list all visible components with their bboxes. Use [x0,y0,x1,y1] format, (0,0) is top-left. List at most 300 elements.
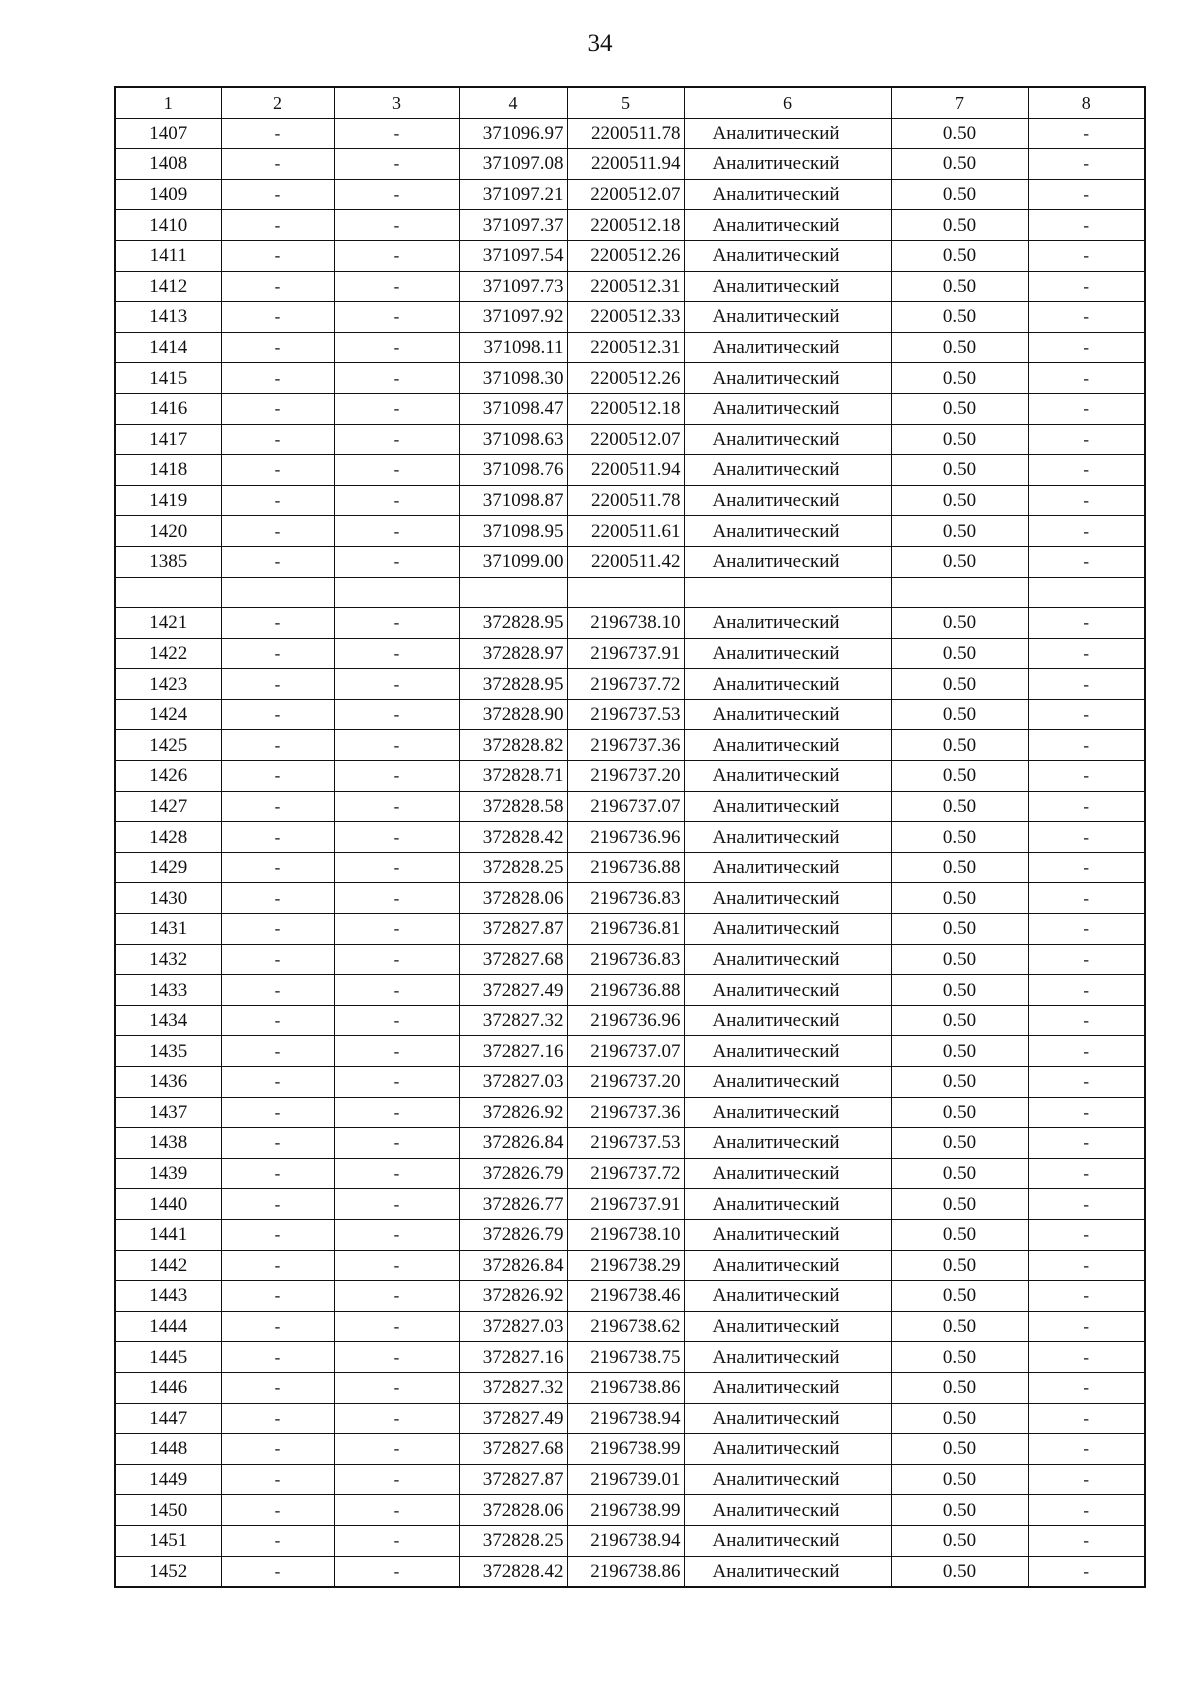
cell-method: Аналитический [684,1005,891,1036]
cell-col-2: - [221,1158,334,1189]
cell-coord-x: 372827.49 [459,975,567,1006]
cell-method: Аналитический [684,149,891,180]
cell-point-number: 1441 [115,1219,221,1250]
cell-col-8: - [1028,883,1145,914]
table-row [115,363,1145,394]
cell-coord-y: 2196737.36 [567,1097,684,1128]
cell-col-2: - [221,363,334,394]
cell-col-2: - [221,1067,334,1098]
cell-accuracy: 0.50 [891,1189,1028,1220]
table-row [115,118,1145,149]
cell-coord-y [567,577,684,608]
table-row [115,852,1145,883]
cell-coord-y: 2196738.62 [567,1311,684,1342]
cell-point-number: 1419 [115,485,221,516]
cell-col-8: - [1028,1219,1145,1250]
cell-col-2: - [221,210,334,241]
cell-col-3: - [334,1464,459,1495]
cell-col-2: - [221,638,334,669]
cell-col-8: - [1028,1556,1145,1587]
table-row [115,332,1145,363]
table-row [115,1311,1145,1342]
cell-col-3: - [334,699,459,730]
cell-coord-x: 372828.71 [459,761,567,792]
cell-accuracy: 0.50 [891,1311,1028,1342]
cell-col-8: - [1028,546,1145,577]
cell-coord-y: 2196736.88 [567,975,684,1006]
table-row [115,914,1145,945]
table-row [115,669,1145,700]
coordinates-table [114,86,1146,1588]
table-row [115,791,1145,822]
cell-method: Аналитический [684,210,891,241]
cell-accuracy: 0.50 [891,699,1028,730]
cell-coord-x: 372828.95 [459,608,567,639]
cell-point-number: 1426 [115,761,221,792]
cell-coord-x: 372826.77 [459,1189,567,1220]
cell-col-2: - [221,608,334,639]
table-row [115,210,1145,241]
cell-accuracy: 0.50 [891,669,1028,700]
cell-coord-y: 2200512.33 [567,302,684,333]
cell-col-8: - [1028,1067,1145,1098]
cell-coord-y: 2196737.72 [567,669,684,700]
cell-point-number: 1436 [115,1067,221,1098]
cell-col-2: - [221,1281,334,1312]
cell-col-2: - [221,1128,334,1159]
cell-coord-y: 2196736.96 [567,822,684,853]
cell-coord-x: 371097.21 [459,179,567,210]
cell-coord-y: 2200512.31 [567,332,684,363]
cell-col-8: - [1028,791,1145,822]
cell-accuracy: 0.50 [891,1158,1028,1189]
cell-coord-x: 371098.30 [459,363,567,394]
cell-coord-x: 372826.92 [459,1281,567,1312]
cell-point-number: 1413 [115,302,221,333]
table-row [115,883,1145,914]
cell-point-number: 1427 [115,791,221,822]
table-row [115,485,1145,516]
cell-method: Аналитический [684,1525,891,1556]
cell-method: Аналитический [684,516,891,547]
cell-method: Аналитический [684,1067,891,1098]
cell-col-3: - [334,179,459,210]
cell-method: Аналитический [684,1311,891,1342]
cell-coord-x: 372827.87 [459,1464,567,1495]
cell-col-8: - [1028,363,1145,394]
cell-col-2: - [221,302,334,333]
cell-accuracy: 0.50 [891,975,1028,1006]
cell-coord-y: 2200512.07 [567,179,684,210]
cell-accuracy: 0.50 [891,1525,1028,1556]
cell-method: Аналитический [684,1219,891,1250]
cell-method: Аналитический [684,699,891,730]
cell-coord-x: 372827.03 [459,1311,567,1342]
cell-coord-y: 2196737.72 [567,1158,684,1189]
cell-col-2: - [221,975,334,1006]
cell-method: Аналитический [684,883,891,914]
cell-coord-x: 372828.06 [459,883,567,914]
column-header-2: 2 [221,87,334,118]
cell-col-3: - [334,332,459,363]
cell-coord-x: 372827.32 [459,1005,567,1036]
cell-method: Аналитический [684,393,891,424]
cell-col-2: - [221,761,334,792]
cell-point-number: 1428 [115,822,221,853]
cell-method: Аналитический [684,179,891,210]
cell-coord-y: 2200512.26 [567,363,684,394]
cell-col-8: - [1028,1525,1145,1556]
cell-col-3: - [334,363,459,394]
cell-method: Аналитический [684,271,891,302]
cell-coord-x: 372826.84 [459,1128,567,1159]
cell-coord-y: 2200512.18 [567,210,684,241]
cell-coord-x [459,577,567,608]
cell-coord-y: 2200511.94 [567,149,684,180]
cell-coord-x: 372826.92 [459,1097,567,1128]
cell-col-2: - [221,730,334,761]
cell-coord-y: 2196739.01 [567,1464,684,1495]
cell-point-number: 1408 [115,149,221,180]
cell-col-8: - [1028,516,1145,547]
cell-accuracy: 0.50 [891,638,1028,669]
cell-point-number: 1439 [115,1158,221,1189]
cell-method: Аналитический [684,730,891,761]
cell-coord-y: 2196736.81 [567,914,684,945]
cell-point-number: 1424 [115,699,221,730]
cell-coord-y: 2196737.53 [567,1128,684,1159]
cell-point-number: 1418 [115,455,221,486]
column-header-5: 5 [567,87,684,118]
cell-accuracy: 0.50 [891,1281,1028,1312]
cell-col-8: - [1028,914,1145,945]
cell-accuracy: 0.50 [891,1036,1028,1067]
cell-coord-x: 371096.97 [459,118,567,149]
cell-col-3: - [334,1403,459,1434]
cell-point-number: 1425 [115,730,221,761]
cell-point-number: 1423 [115,669,221,700]
cell-col-8: - [1028,302,1145,333]
table-body [115,87,1145,1587]
cell-method: Аналитический [684,1128,891,1159]
table-row [115,546,1145,577]
cell-col-2: - [221,699,334,730]
cell-col-2: - [221,179,334,210]
cell-accuracy: 0.50 [891,1250,1028,1281]
cell-coord-x: 372828.90 [459,699,567,730]
cell-col-2: - [221,546,334,577]
cell-accuracy: 0.50 [891,822,1028,853]
cell-coord-x: 372827.68 [459,1434,567,1465]
cell-col-8: - [1028,1189,1145,1220]
cell-method: Аналитический [684,822,891,853]
cell-method: Аналитический [684,1250,891,1281]
cell-point-number: 1435 [115,1036,221,1067]
cell-col-3: - [334,546,459,577]
cell-coord-y: 2196736.88 [567,852,684,883]
table-row [115,1342,1145,1373]
cell-coord-x: 372826.79 [459,1219,567,1250]
cell-method: Аналитический [684,944,891,975]
cell-col-2: - [221,1036,334,1067]
cell-accuracy: 0.50 [891,1372,1028,1403]
cell-point-number: 1452 [115,1556,221,1587]
cell-coord-y: 2196737.20 [567,1067,684,1098]
cell-method: Аналитический [684,332,891,363]
cell-col-8: - [1028,332,1145,363]
cell-col-8: - [1028,179,1145,210]
cell-col-8: - [1028,240,1145,271]
cell-col-2: - [221,149,334,180]
cell-col-3: - [334,149,459,180]
cell-col-3 [334,577,459,608]
cell-accuracy: 0.50 [891,118,1028,149]
cell-coord-x: 372826.79 [459,1158,567,1189]
cell-col-8: - [1028,761,1145,792]
cell-col-2: - [221,455,334,486]
cell-coord-x: 372828.95 [459,669,567,700]
cell-point-number: 1385 [115,546,221,577]
cell-col-2: - [221,485,334,516]
table-row [115,455,1145,486]
cell-col-8: - [1028,1495,1145,1526]
cell-accuracy: 0.50 [891,1403,1028,1434]
cell-col-2: - [221,1434,334,1465]
cell-col-2: - [221,822,334,853]
cell-method: Аналитический [684,852,891,883]
cell-point-number: 1429 [115,852,221,883]
table-row [115,1158,1145,1189]
table-row [115,1128,1145,1159]
cell-point-number: 1420 [115,516,221,547]
cell-col-2: - [221,1525,334,1556]
table-row [115,1250,1145,1281]
cell-method: Аналитический [684,1281,891,1312]
cell-coord-y: 2196737.91 [567,638,684,669]
cell-accuracy: 0.50 [891,179,1028,210]
cell-coord-x: 372828.97 [459,638,567,669]
cell-method: Аналитический [684,1556,891,1587]
cell-col-3: - [334,1434,459,1465]
cell-accuracy: 0.50 [891,730,1028,761]
cell-col-8: - [1028,455,1145,486]
cell-accuracy: 0.50 [891,210,1028,241]
cell-method: Аналитический [684,1464,891,1495]
cell-method: Аналитический [684,975,891,1006]
cell-col-3: - [334,1097,459,1128]
cell-coord-y: 2196738.10 [567,608,684,639]
cell-accuracy: 0.50 [891,393,1028,424]
cell-col-3: - [334,393,459,424]
cell-method: Аналитический [684,485,891,516]
table-row [115,1219,1145,1250]
cell-col-3: - [334,118,459,149]
cell-coord-x: 372827.49 [459,1403,567,1434]
cell-method: Аналитический [684,1097,891,1128]
cell-coord-y: 2196737.20 [567,761,684,792]
table-row [115,149,1145,180]
cell-col-3: - [334,455,459,486]
cell-point-number: 1410 [115,210,221,241]
cell-col-8: - [1028,393,1145,424]
cell-col-2: - [221,1556,334,1587]
cell-col-8: - [1028,424,1145,455]
cell-col-2: - [221,1372,334,1403]
cell-col-2: - [221,883,334,914]
cell-coord-x: 372828.58 [459,791,567,822]
cell-coord-y: 2196738.46 [567,1281,684,1312]
cell-coord-y: 2196737.53 [567,699,684,730]
cell-method: Аналитический [684,1189,891,1220]
cell-coord-y: 2196738.10 [567,1219,684,1250]
table-row [115,179,1145,210]
cell-col-2: - [221,791,334,822]
cell-col-3: - [334,669,459,700]
cell-point-number: 1451 [115,1525,221,1556]
cell-coord-x: 372827.68 [459,944,567,975]
cell-point-number: 1446 [115,1372,221,1403]
cell-point-number: 1407 [115,118,221,149]
cell-col-8: - [1028,975,1145,1006]
cell-col-3: - [334,1525,459,1556]
table-row [115,1556,1145,1587]
cell-accuracy: 0.50 [891,791,1028,822]
cell-method: Аналитический [684,1158,891,1189]
cell-point-number: 1421 [115,608,221,639]
table-row [115,240,1145,271]
cell-accuracy: 0.50 [891,455,1028,486]
cell-col-2: - [221,1219,334,1250]
cell-coord-x: 372828.25 [459,1525,567,1556]
table-row [115,1067,1145,1098]
cell-col-8: - [1028,1005,1145,1036]
table-header-row [115,87,1145,118]
cell-coord-x: 371097.92 [459,302,567,333]
cell-method: Аналитический [684,455,891,486]
cell-coord-y: 2196737.36 [567,730,684,761]
cell-accuracy: 0.50 [891,302,1028,333]
cell-col-3: - [334,852,459,883]
cell-point-number: 1411 [115,240,221,271]
cell-coord-x: 372827.16 [459,1342,567,1373]
cell-accuracy: 0.50 [891,271,1028,302]
cell-col-3: - [334,485,459,516]
cell-col-3: - [334,1311,459,1342]
cell-method [684,577,891,608]
column-header-7: 7 [891,87,1028,118]
cell-method: Аналитический [684,1036,891,1067]
cell-col-8: - [1028,210,1145,241]
cell-coord-y: 2200511.78 [567,118,684,149]
cell-coord-x: 372828.42 [459,1556,567,1587]
cell-col-3: - [334,608,459,639]
table-row [115,1097,1145,1128]
cell-col-8: - [1028,1036,1145,1067]
cell-point-number: 1416 [115,393,221,424]
cell-coord-y: 2200512.18 [567,393,684,424]
cell-col-8: - [1028,149,1145,180]
column-header-4: 4 [459,87,567,118]
table-row [115,516,1145,547]
cell-col-8: - [1028,118,1145,149]
cell-col-3: - [334,914,459,945]
cell-col-2: - [221,669,334,700]
cell-point-number: 1438 [115,1128,221,1159]
cell-col-2: - [221,1097,334,1128]
cell-point-number: 1437 [115,1097,221,1128]
cell-coord-y: 2196736.83 [567,883,684,914]
cell-accuracy: 0.50 [891,485,1028,516]
table-row [115,577,1145,608]
page-number: 34 [587,30,613,57]
cell-coord-y: 2196736.83 [567,944,684,975]
cell-point-number: 1417 [115,424,221,455]
cell-col-3: - [334,516,459,547]
cell-col-8: - [1028,485,1145,516]
table-row [115,393,1145,424]
cell-accuracy: 0.50 [891,1067,1028,1098]
cell-col-3: - [334,730,459,761]
cell-method: Аналитический [684,1372,891,1403]
cell-coord-x: 371098.87 [459,485,567,516]
cell-col-8: - [1028,699,1145,730]
cell-point-number: 1412 [115,271,221,302]
table-row [115,1005,1145,1036]
cell-method: Аналитический [684,761,891,792]
cell-col-3: - [334,975,459,1006]
cell-method: Аналитический [684,1434,891,1465]
cell-col-3: - [334,1005,459,1036]
cell-col-8: - [1028,1464,1145,1495]
cell-coord-x: 372826.84 [459,1250,567,1281]
cell-accuracy: 0.50 [891,914,1028,945]
cell-col-3: - [334,944,459,975]
cell-coord-x: 372827.87 [459,914,567,945]
cell-col-2: - [221,1189,334,1220]
cell-col-8: - [1028,1372,1145,1403]
cell-point-number: 1422 [115,638,221,669]
cell-col-8: - [1028,1128,1145,1159]
cell-coord-y: 2196738.75 [567,1342,684,1373]
cell-point-number: 1445 [115,1342,221,1373]
cell-method: Аналитический [684,669,891,700]
cell-coord-x: 371099.00 [459,546,567,577]
column-header-3: 3 [334,87,459,118]
table-row [115,1525,1145,1556]
cell-col-8: - [1028,638,1145,669]
cell-col-2: - [221,240,334,271]
cell-accuracy: 0.50 [891,1556,1028,1587]
cell-coord-y: 2196738.99 [567,1434,684,1465]
cell-coord-y: 2196738.94 [567,1403,684,1434]
cell-coord-x: 372827.16 [459,1036,567,1067]
cell-method: Аналитический [684,1342,891,1373]
cell-coord-x: 372828.25 [459,852,567,883]
cell-coord-y: 2200511.61 [567,516,684,547]
table-row [115,761,1145,792]
cell-coord-x: 371098.11 [459,332,567,363]
cell-accuracy: 0.50 [891,1434,1028,1465]
cell-point-number: 1444 [115,1311,221,1342]
cell-col-8: - [1028,271,1145,302]
table-row [115,944,1145,975]
cell-col-8: - [1028,1097,1145,1128]
cell-col-3: - [334,1189,459,1220]
cell-col-2: - [221,516,334,547]
cell-accuracy: 0.50 [891,1128,1028,1159]
cell-accuracy: 0.50 [891,363,1028,394]
cell-col-2: - [221,424,334,455]
